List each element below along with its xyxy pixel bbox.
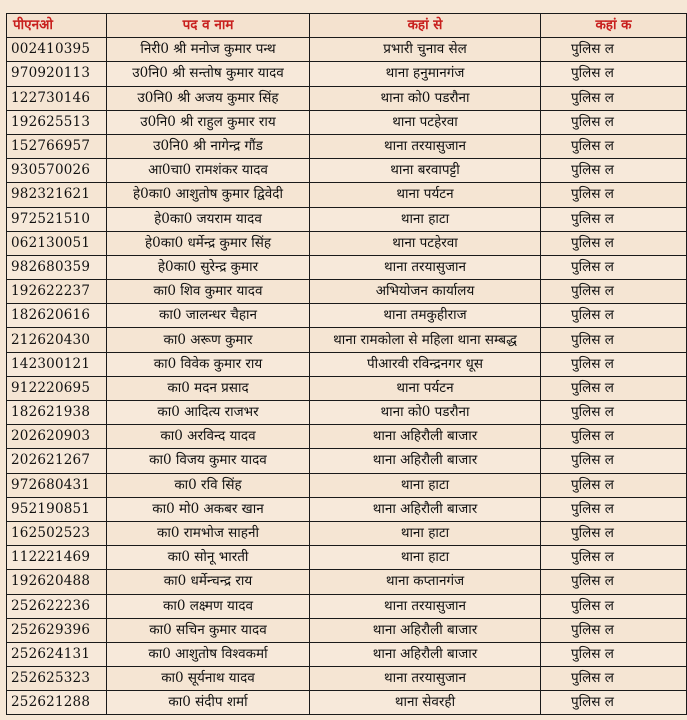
cell-to: पुलिस ल [541,691,687,715]
cell-pno: 202621267 [7,449,107,473]
table-row [7,159,687,183]
table-row [7,62,687,86]
cell-name: हे0का0 धर्मेन्द्र कुमार सिंह [107,231,310,255]
cell-from: थाना कप्तानगंज [310,570,541,594]
cell-from: थाना सेवरही [310,691,541,715]
cell-pno: 192625513 [7,110,107,134]
cell-name: का0 विजय कुमार यादव [107,449,310,473]
cell-from: थाना तरयासुजान [310,594,541,618]
cell-name: का0 सोनू भारती [107,546,310,570]
cell-to: पुलिस ल [541,473,687,497]
cell-pno: 122730146 [7,86,107,110]
cell-pno: 972521510 [7,207,107,231]
cell-name: का0 रामभोज साहनी [107,521,310,545]
table-row [7,86,687,110]
cell-to: पुलिस ल [541,280,687,304]
cell-pno: 192622237 [7,280,107,304]
cell-to: पुलिस ल [541,401,687,425]
cell-name: का0 धर्मेन्चन्द्र राय [107,570,310,594]
cell-pno: 192620488 [7,570,107,594]
cell-to: पुलिस ल [541,231,687,255]
cell-from: थाना बरवापट्टी [310,159,541,183]
cell-to: पुलिस ल [541,38,687,62]
header-name: पद व नाम [107,14,310,38]
cell-to: पुलिस ल [541,110,687,134]
table-row [7,425,687,449]
table-row [7,691,687,715]
cell-from: थाना रामकोला से महिला थाना सम्बद्ध [310,328,541,352]
table-row [7,231,687,255]
cell-to: पुलिस ल [541,255,687,279]
cell-pno: 162502523 [7,521,107,545]
table-row [7,594,687,618]
table-row [7,183,687,207]
cell-pno: 982321621 [7,183,107,207]
cell-pno: 952190851 [7,497,107,521]
cell-to: पुलिस ल [541,376,687,400]
cell-pno: 202620903 [7,425,107,449]
cell-from: थाना हाटा [310,473,541,497]
cell-to: पुलिस ल [541,425,687,449]
cell-to: पुलिस ल [541,521,687,545]
cell-to: पुलिस ल [541,618,687,642]
transfer-list-table [6,13,687,715]
cell-name: का0 रवि सिंह [107,473,310,497]
cell-pno: 182620616 [7,304,107,328]
table-row [7,521,687,545]
cell-to: पुलिस ल [541,449,687,473]
cell-name: का0 मो0 अकबर खान [107,497,310,521]
header-to: कहां क [541,14,687,38]
cell-from: थाना पर्यटन [310,183,541,207]
cell-from: थाना को0 पडरौना [310,401,541,425]
cell-from: थाना पटहेरवा [310,110,541,134]
cell-from: थाना अहिरौली बाजार [310,425,541,449]
cell-pno: 212620430 [7,328,107,352]
cell-name: का0 अरूण कुमार [107,328,310,352]
table-row [7,352,687,376]
cell-from: प्रभारी चुनाव सेल [310,38,541,62]
cell-to: पुलिस ल [541,642,687,666]
cell-from: थाना अहिरौली बाजार [310,449,541,473]
cell-from: थाना तरयासुजान [310,667,541,691]
table-row [7,304,687,328]
cell-name: हे0का0 सुरेन्द्र कुमार [107,255,310,279]
cell-from: थाना हाटा [310,521,541,545]
cell-to: पुलिस ल [541,207,687,231]
cell-name: का0 विवेक कुमार राय [107,352,310,376]
cell-to: पुलिस ल [541,86,687,110]
cell-pno: 112221469 [7,546,107,570]
cell-to: पुलिस ल [541,497,687,521]
table-row [7,110,687,134]
cell-name: का0 आदित्य राजभर [107,401,310,425]
cell-name: का0 सचिन कुमार यादव [107,618,310,642]
cell-from: थाना पर्यटन [310,376,541,400]
cell-name: का0 शिव कुमार यादव [107,280,310,304]
cell-name: का0 संदीप शर्मा [107,691,310,715]
table-row [7,642,687,666]
cell-to: पुलिस ल [541,134,687,158]
cell-from: अभियोजन कार्यालय [310,280,541,304]
table-row [7,401,687,425]
cell-from: थाना हाटा [310,546,541,570]
cell-name: का0 मदन प्रसाद [107,376,310,400]
cell-to: पुलिस ल [541,183,687,207]
table-row [7,134,687,158]
cell-from: थाना हनुमानगंज [310,62,541,86]
table-body [7,38,687,715]
cell-from: पीआरवी रविन्द्रनगर धूस [310,352,541,376]
cell-pno: 252625323 [7,667,107,691]
cell-from: थाना को0 पडरौना [310,86,541,110]
cell-to: पुलिस ल [541,570,687,594]
cell-to: पुलिस ल [541,62,687,86]
header-from: कहां से [310,14,541,38]
cell-to: पुलिस ल [541,546,687,570]
cell-from: थाना तरयासुजान [310,134,541,158]
table-row [7,38,687,62]
cell-to: पुलिस ल [541,594,687,618]
cell-to: पुलिस ल [541,159,687,183]
cell-name: आ0चा0 रामशंकर यादव [107,159,310,183]
cell-name: हे0का0 आशुतोष कुमार द्विवेदी [107,183,310,207]
table-row [7,328,687,352]
cell-to: पुलिस ल [541,352,687,376]
cell-name: का0 आशुतोष विश्वकर्मा [107,642,310,666]
header-pno: पीएनओ [7,14,107,38]
cell-pno: 182621938 [7,401,107,425]
table-row [7,473,687,497]
table-row [7,255,687,279]
cell-pno: 142300121 [7,352,107,376]
cell-pno: 252624131 [7,642,107,666]
cell-from: थाना तरयासुजान [310,255,541,279]
cell-from: थाना अहिरौली बाजार [310,497,541,521]
header-row [7,14,687,38]
cell-to: पुलिस ल [541,304,687,328]
cell-pno: 930570026 [7,159,107,183]
table-header [7,14,687,38]
table-row [7,618,687,642]
table-row [7,667,687,691]
cell-to: पुलिस ल [541,328,687,352]
cell-name: का0 अरविन्द यादव [107,425,310,449]
cell-name: उ0नि0 श्री अजय कुमार सिंह [107,86,310,110]
cell-pno: 972680431 [7,473,107,497]
cell-to: पुलिस ल [541,667,687,691]
cell-name: हे0का0 जयराम यादव [107,207,310,231]
table-row [7,207,687,231]
cell-name: उ0नि0 श्री राहुल कुमार राय [107,110,310,134]
table-row [7,376,687,400]
cell-pno: 152766957 [7,134,107,158]
cell-pno: 252621288 [7,691,107,715]
cell-name: निरी0 श्री मनोज कुमार पन्थ [107,38,310,62]
table-row [7,570,687,594]
cell-pno: 062130051 [7,231,107,255]
cell-pno: 970920113 [7,62,107,86]
cell-from: थाना पटहेरवा [310,231,541,255]
cell-from: थाना तमकुहीराज [310,304,541,328]
cell-pno: 002410395 [7,38,107,62]
cell-pno: 252629396 [7,618,107,642]
table-row [7,449,687,473]
table-row [7,546,687,570]
cell-name: उ0नि0 श्री नागेन्द्र गौंड [107,134,310,158]
cell-name: उ0नि0 श्री सन्तोष कुमार यादव [107,62,310,86]
cell-from: थाना हाटा [310,207,541,231]
cell-name: का0 सूर्यनाथ यादव [107,667,310,691]
cell-pno: 982680359 [7,255,107,279]
cell-name: का0 जालन्धर चैहान [107,304,310,328]
table-row [7,280,687,304]
cell-name: का0 लक्ष्मण यादव [107,594,310,618]
cell-from: थाना अहिरौली बाजार [310,642,541,666]
cell-pno: 252622236 [7,594,107,618]
table-row [7,497,687,521]
cell-from: थाना अहिरौली बाजार [310,618,541,642]
cell-pno: 912220695 [7,376,107,400]
